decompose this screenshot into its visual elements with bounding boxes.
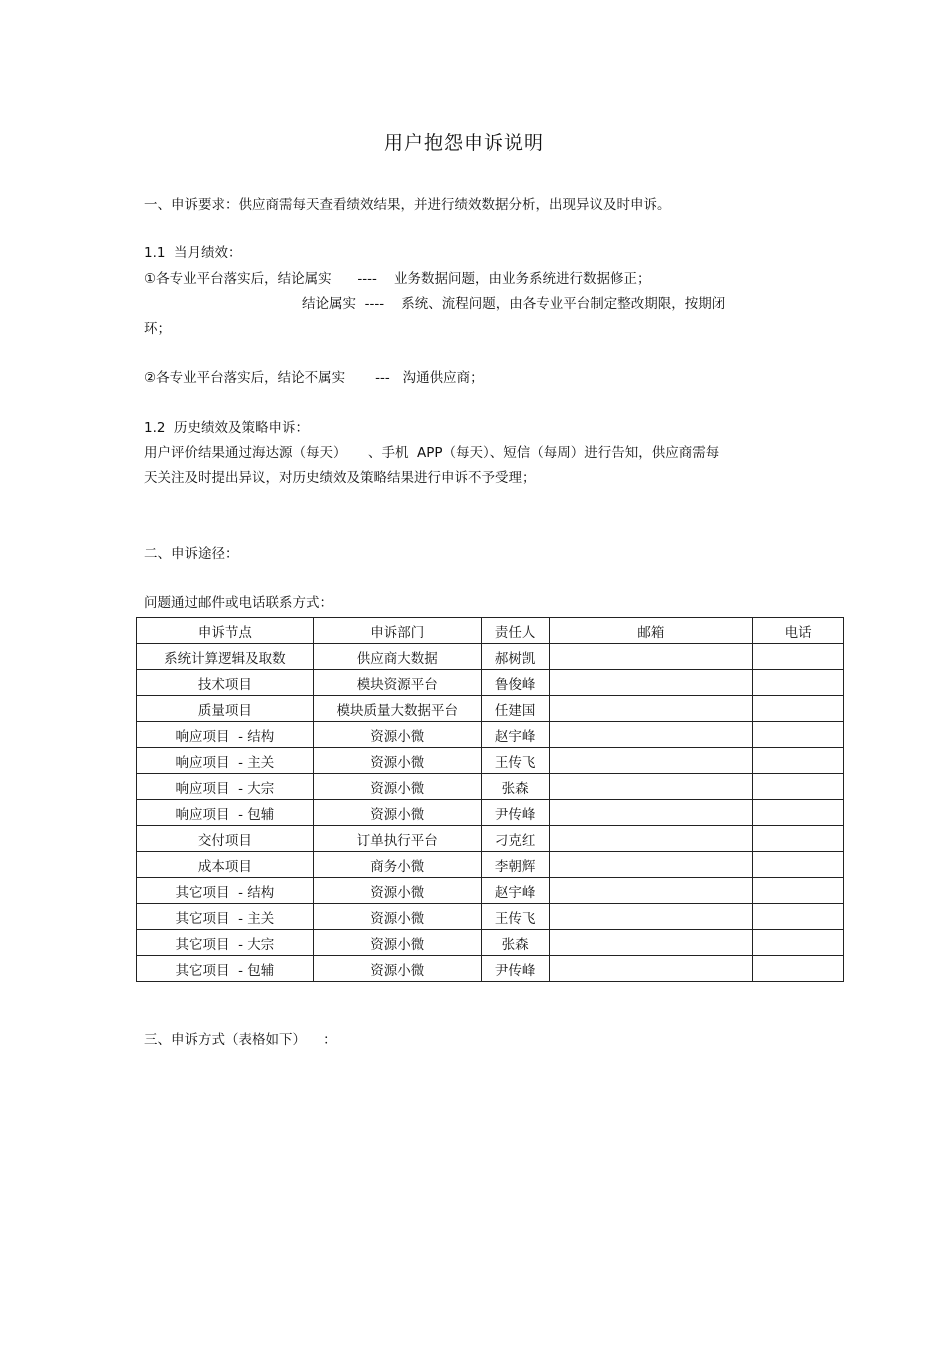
- table-row: [137, 670, 844, 696]
- section1-2-line2: 天关注及时提出异议，对历史绩效及策略结果进行申诉不予受理；: [144, 470, 536, 486]
- section1-1-line1: ①各专业平台落实后，结论属实 ---- 业务数据问题，由业务系统进行数据修正；: [144, 271, 651, 287]
- cell-owner: 任建国: [481, 696, 549, 722]
- table-row: [137, 644, 844, 670]
- cell-department: 模块质量大数据平台: [313, 696, 481, 722]
- cell-phone: [753, 800, 844, 826]
- table-row: [137, 826, 844, 852]
- cell-department: 资源小微: [313, 878, 481, 904]
- cell-node: 其它项目 - 大宗: [137, 930, 314, 956]
- table-row: [137, 696, 844, 722]
- cell-owner: 赵宇峰: [481, 878, 549, 904]
- cell-owner: 张森: [481, 774, 549, 800]
- cell-phone: [753, 956, 844, 982]
- cell-owner: 张森: [481, 930, 549, 956]
- cell-node: 响应项目 - 大宗: [137, 774, 314, 800]
- cell-node: 响应项目 - 主关: [137, 748, 314, 774]
- cell-owner: 刁克红: [481, 826, 549, 852]
- cell-phone: [753, 722, 844, 748]
- section3-heading: 三、申诉方式（表格如下） ：: [144, 1032, 337, 1048]
- appeal-contact-table: [136, 617, 844, 982]
- cell-department: 资源小微: [313, 748, 481, 774]
- cell-phone: [753, 826, 844, 852]
- cell-owner: 尹传峰: [481, 800, 549, 826]
- section1-heading: 一、申诉要求：供应商需每天查看绩效结果，并进行绩效数据分析，出现异议及时申诉。: [144, 197, 671, 213]
- table-row: [137, 878, 844, 904]
- cell-phone: [753, 644, 844, 670]
- cell-phone: [753, 878, 844, 904]
- section2-heading: 二、申诉途径：: [144, 546, 239, 562]
- cell-department: 资源小微: [313, 930, 481, 956]
- cell-owner: 郝树凯: [481, 644, 549, 670]
- cell-node: 响应项目 - 结构: [137, 722, 314, 748]
- table-row: [137, 748, 844, 774]
- cell-node: 其它项目 - 包辅: [137, 956, 314, 982]
- table-row: [137, 930, 844, 956]
- cell-email: [549, 696, 753, 722]
- cell-email: [549, 956, 753, 982]
- header-phone: 电话: [753, 618, 844, 644]
- header-owner: 责任人: [481, 618, 549, 644]
- cell-email: [549, 774, 753, 800]
- cell-email: [549, 670, 753, 696]
- cell-department: 资源小微: [313, 722, 481, 748]
- cell-node: 技术项目: [137, 670, 314, 696]
- cell-email: [549, 644, 753, 670]
- header-email: 邮箱: [549, 618, 753, 644]
- table-row: [137, 722, 844, 748]
- cell-department: 模块资源平台: [313, 670, 481, 696]
- cell-email: [549, 722, 753, 748]
- cell-owner: 李朝辉: [481, 852, 549, 878]
- cell-node: 其它项目 - 主关: [137, 904, 314, 930]
- header-node: 申诉节点: [137, 618, 314, 644]
- cell-phone: [753, 696, 844, 722]
- document-title: 用户抱怨申诉说明: [383, 132, 544, 154]
- cell-owner: 鲁俊峰: [481, 670, 549, 696]
- table-row: [137, 904, 844, 930]
- cell-department: 商务小微: [313, 852, 481, 878]
- section1-1-line2: 结论属实 ---- 系统、流程问题，由各专业平台制定整改期限，按期闭: [302, 296, 726, 312]
- section2-intro: 问题通过邮件或电话联系方式：: [144, 595, 333, 611]
- section1-1-line4: ②各专业平台落实后，结论不属实 --- 沟通供应商；: [144, 370, 484, 386]
- cell-phone: [753, 748, 844, 774]
- cell-department: 订单执行平台: [313, 826, 481, 852]
- cell-department: 供应商大数据: [313, 644, 481, 670]
- section1-1-heading: 1.1 当月绩效：: [144, 245, 242, 261]
- table-row: [137, 956, 844, 982]
- cell-email: [549, 826, 753, 852]
- table-row: [137, 800, 844, 826]
- cell-department: 资源小微: [313, 774, 481, 800]
- cell-email: [549, 800, 753, 826]
- section1-2-heading: 1.2 历史绩效及策略申诉：: [144, 420, 310, 436]
- cell-owner: 王传飞: [481, 748, 549, 774]
- cell-department: 资源小微: [313, 904, 481, 930]
- cell-owner: 王传飞: [481, 904, 549, 930]
- cell-node: 质量项目: [137, 696, 314, 722]
- cell-node: 其它项目 - 结构: [137, 878, 314, 904]
- cell-owner: 赵宇峰: [481, 722, 549, 748]
- cell-node: 系统计算逻辑及取数: [137, 644, 314, 670]
- table-row: [137, 852, 844, 878]
- section1-2-line1: 用户评价结果通过海达源（每天） 、手机 APP（每天）、短信（每周）进行告知，供应商需每: [144, 445, 720, 461]
- cell-node: 交付项目: [137, 826, 314, 852]
- cell-email: [549, 904, 753, 930]
- cell-phone: [753, 904, 844, 930]
- header-department: 申诉部门: [313, 618, 481, 644]
- section1-1-line3: 环；: [144, 321, 171, 337]
- cell-node: 成本项目: [137, 852, 314, 878]
- cell-phone: [753, 852, 844, 878]
- table-header-row: [137, 618, 844, 644]
- cell-owner: 尹传峰: [481, 956, 549, 982]
- cell-node: 响应项目 - 包辅: [137, 800, 314, 826]
- table-row: [137, 774, 844, 800]
- cell-phone: [753, 930, 844, 956]
- cell-email: [549, 852, 753, 878]
- cell-phone: [753, 774, 844, 800]
- cell-department: 资源小微: [313, 800, 481, 826]
- cell-phone: [753, 670, 844, 696]
- cell-email: [549, 748, 753, 774]
- cell-email: [549, 878, 753, 904]
- cell-department: 资源小微: [313, 956, 481, 982]
- cell-email: [549, 930, 753, 956]
